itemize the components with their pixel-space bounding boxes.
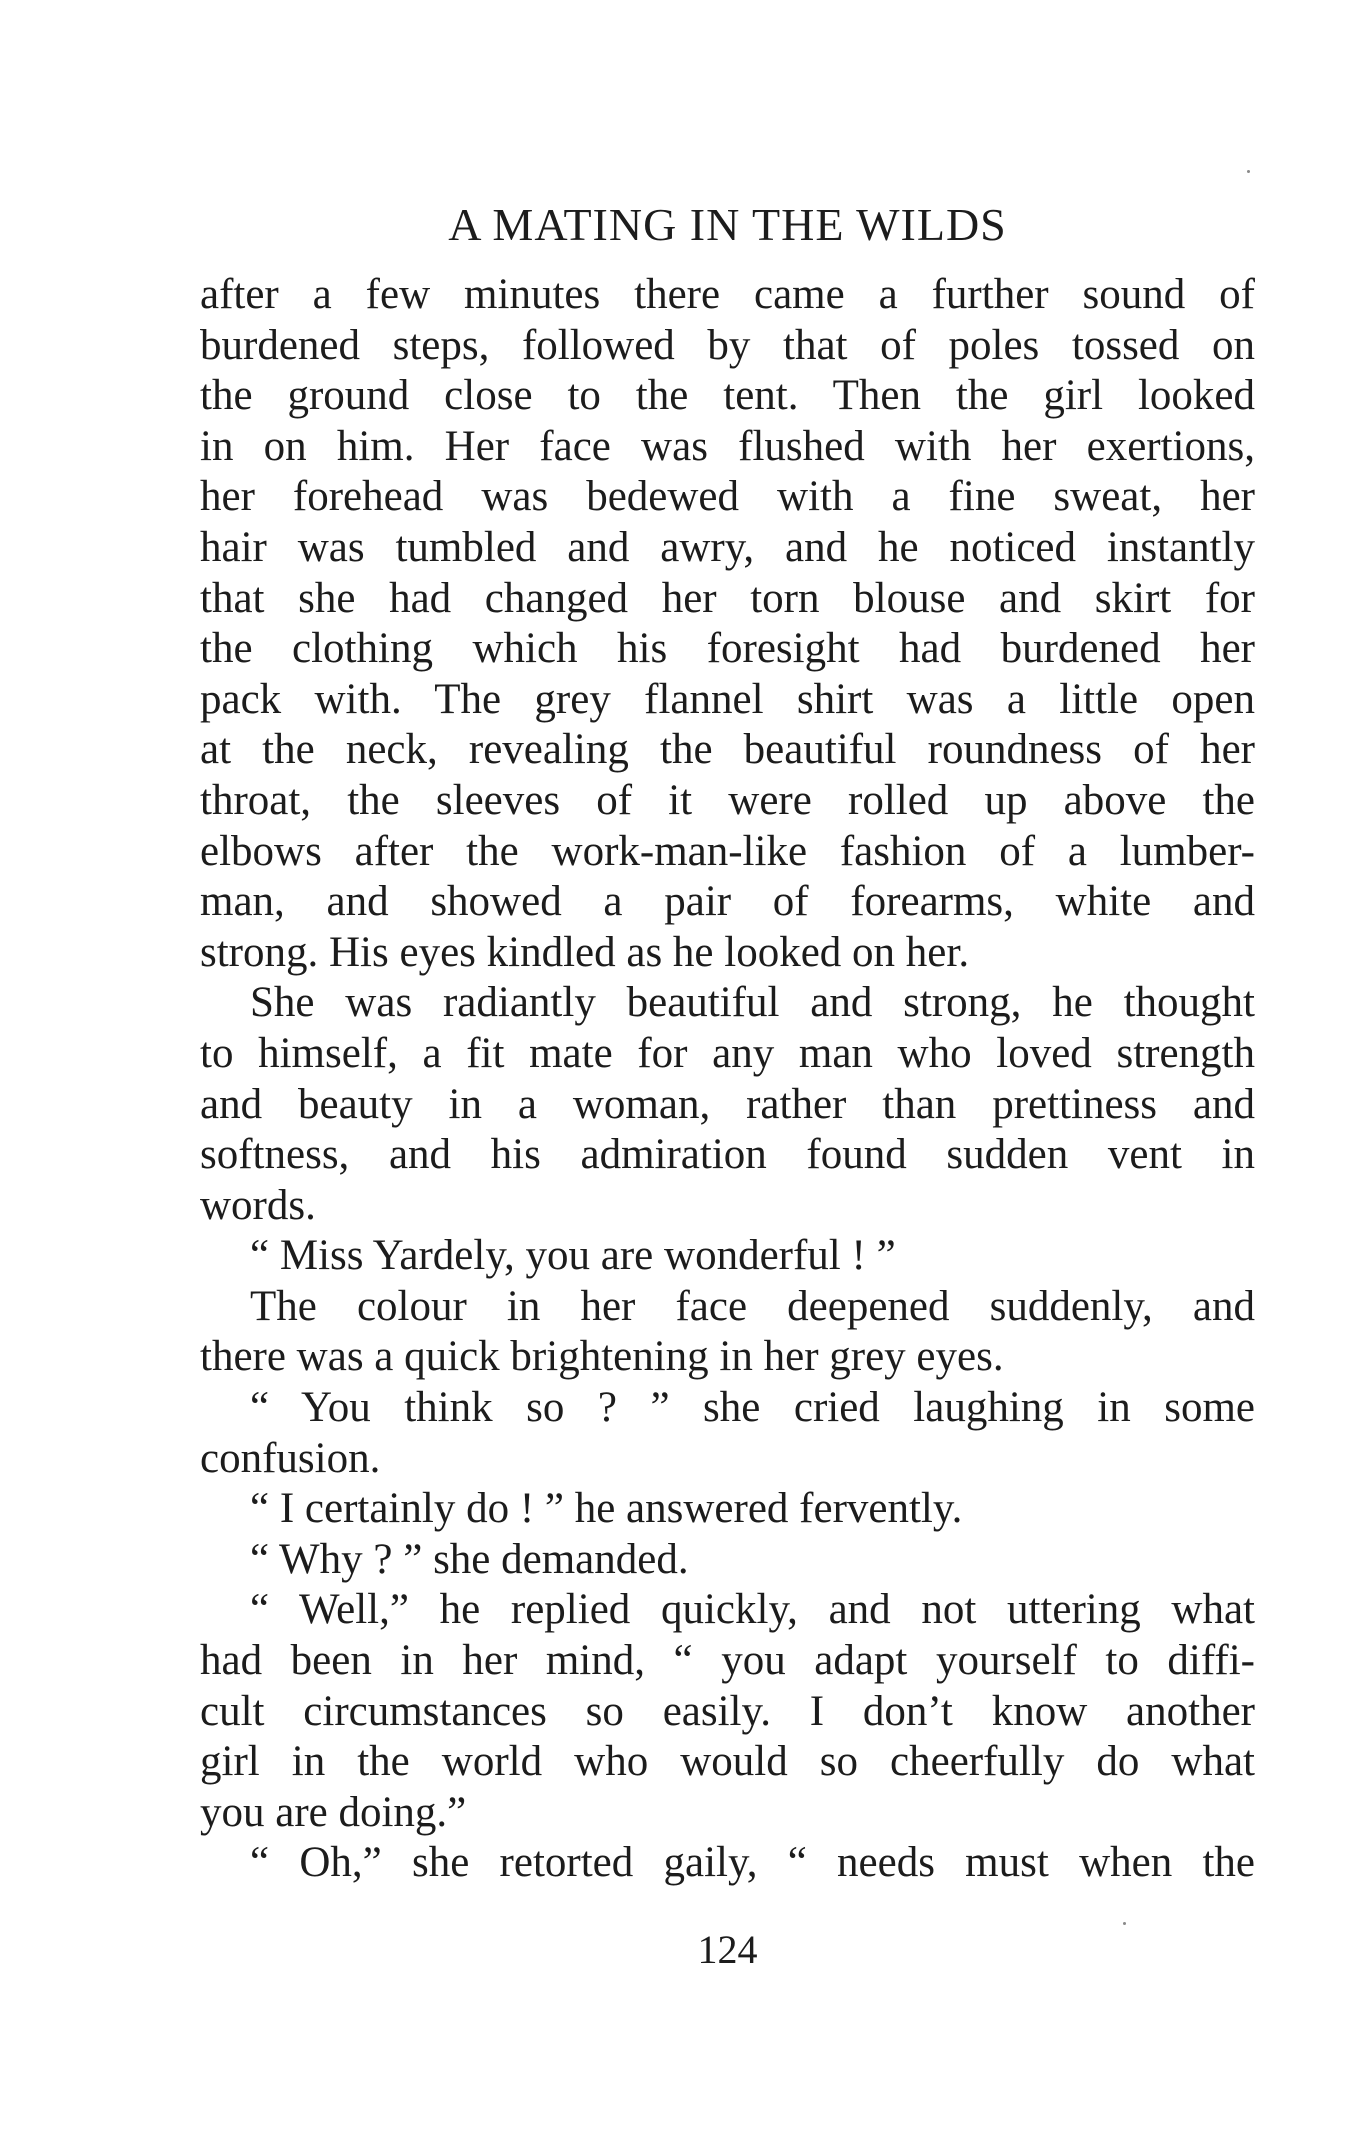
text-line: “ You think so ? ” she cried laughing in some — [250, 1384, 1255, 1432]
text-line: words. — [200, 1181, 316, 1229]
page-number: 124 — [697, 1927, 758, 1972]
text-line: “ Well,” he replied quickly, and not uttering what — [250, 1586, 1255, 1634]
text-line: cult circumstances so easily. I don’t know another — [200, 1687, 1255, 1735]
text-line: The colour in her face deepened suddenly, and — [250, 1282, 1255, 1330]
text-line: elbows after the work-man-like fashion of a lumber- — [200, 827, 1255, 875]
text-line: you are doing.” — [200, 1788, 467, 1836]
text-line: in on him. Her face was flushed with her exertions, — [200, 422, 1255, 470]
paper-speck — [1123, 1922, 1126, 1925]
text-line: at the neck, revealing the beautiful roundness of her — [200, 726, 1255, 774]
text-line: “ Oh,” she retorted gaily, “ needs must when the — [250, 1839, 1255, 1887]
text-line: the ground close to the tent. Then the girl looked — [200, 372, 1255, 420]
text-line: softness, and his admiration found sudden vent in — [200, 1131, 1255, 1179]
text-line: burdened steps, followed by that of poles tossed on — [200, 321, 1255, 369]
running-head: A MATING IN THE WILDS — [448, 199, 1007, 250]
text-line: her forehead was bedewed with a fine sweat, her — [200, 473, 1255, 521]
text-line: the clothing which his foresight had burdened her — [200, 625, 1255, 673]
paper-speck — [1247, 170, 1250, 173]
text-line: and beauty in a woman, rather than prettiness and — [200, 1080, 1255, 1128]
text-line: “ Miss Yardely, you are wonderful ! ” — [250, 1232, 896, 1280]
body-text — [200, 270, 1255, 1889]
text-line: had been in her mind, “ you adapt yourself to diffi- — [200, 1637, 1255, 1685]
text-line: there was a quick brightening in her grey eyes. — [200, 1333, 1004, 1381]
text-line: strong. His eyes kindled as he looked on her. — [200, 928, 970, 976]
text-line: to himself, a fit mate for any man who loved strength — [200, 1029, 1255, 1077]
text-line: girl in the world who would so cheerfully do what — [200, 1738, 1255, 1786]
text-line: “ Why ? ” she demanded. — [250, 1535, 689, 1583]
text-line: man, and showed a pair of forearms, white and — [200, 878, 1255, 926]
text-line: hair was tumbled and awry, and he noticed instantly — [200, 523, 1255, 571]
text-line: that she had changed her torn blouse and skirt for — [200, 574, 1255, 622]
text-line: after a few minutes there came a further sound of — [200, 271, 1255, 318]
text-line: pack with. The grey flannel shirt was a little open — [200, 675, 1255, 723]
text-line: throat, the sleeves of it were rolled up above the — [200, 776, 1255, 824]
text-line: confusion. — [200, 1434, 381, 1482]
text-line: She was radiantly beautiful and strong, he thought — [250, 979, 1255, 1027]
text-line: “ I certainly do ! ” he answered fervently. — [250, 1485, 963, 1533]
